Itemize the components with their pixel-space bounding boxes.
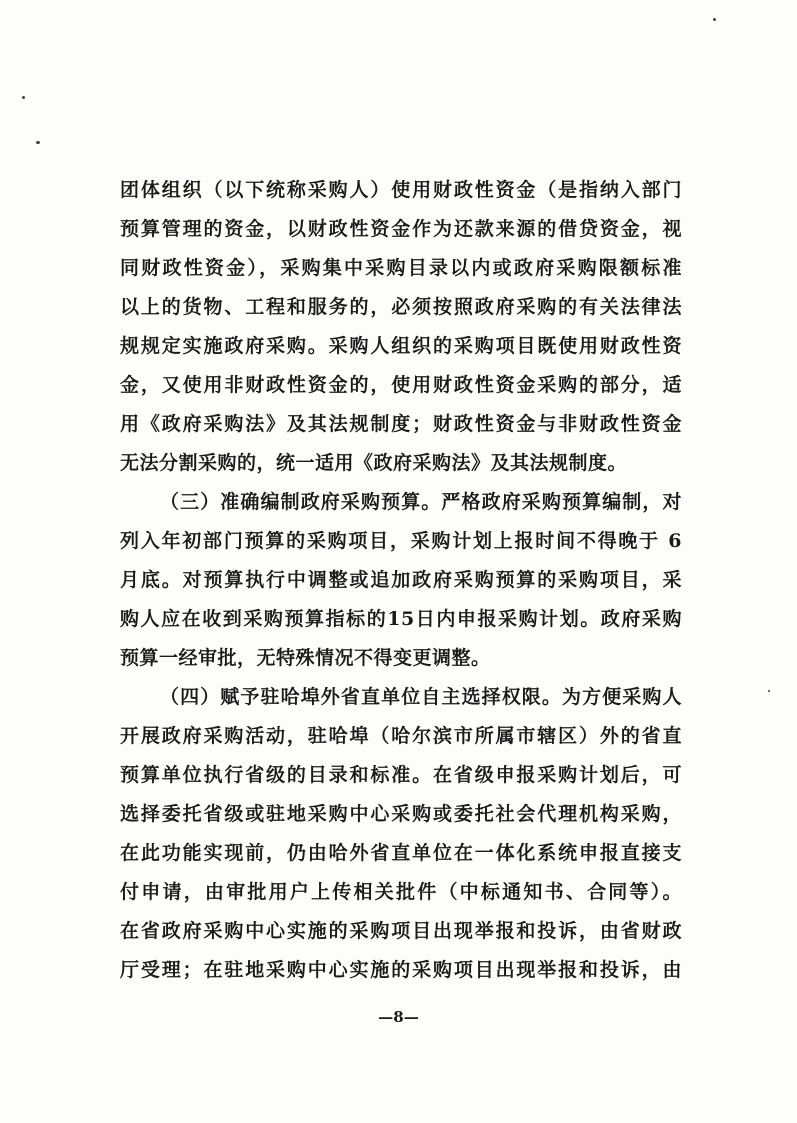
- body-text-line: 预算管理的资金，以财政性资金作为还款来源的借贷资金，视: [120, 218, 682, 240]
- scan-speck: [22, 96, 25, 99]
- scan-speck: [713, 18, 716, 21]
- body-text-line: 选择委托省级或驻地采购中心采购或委托社会代理机构采购，: [120, 803, 682, 825]
- body-text-line: 厅受理；在驻地采购中心实施的采购项目出现举报和投诉，由: [120, 959, 682, 981]
- body-text-line: 用《政府采购法》及其法规制度；财政性资金与非财政性资金: [120, 413, 682, 435]
- body-text-line: 在省政府采购中心实施的采购项目出现举报和投诉，由省财政: [120, 920, 682, 942]
- body-text-line: 无法分割采购的，统一适用《政府采购法》及其法规制度。: [120, 452, 628, 474]
- section-heading-line: （四）赋予驻哈埠外省直单位自主选择权限。为方便采购人: [160, 686, 682, 708]
- body-text-line: 规规定实施政府采购。采购人组织的采购项目既使用财政性资: [120, 335, 682, 357]
- body-text-line: 开展政府采购活动，驻哈埠（哈尔滨市所属市辖区）外的省直: [120, 725, 682, 747]
- body-text-line: 列入年初部门预算的采购项目，采购计划上报时间不得晚于 6: [120, 530, 682, 552]
- body-text-line: 以上的货物、工程和服务的，必须按照政府采购的有关法律法: [120, 296, 682, 318]
- body-text-line: 团体组织（以下统称采购人）使用财政性资金（是指纳入部门: [120, 179, 682, 201]
- body-text-line: 购人应在收到采购预算指标的15日内申报采购计划。政府采购: [120, 608, 682, 630]
- body-text-line: 月底。对预算执行中调整或追加政府采购预算的采购项目，采: [120, 569, 682, 591]
- scan-speck: [36, 141, 40, 144]
- section-heading-line: （三）准确编制政府采购预算。严格政府采购预算编制，对: [160, 491, 682, 513]
- page-number: —8—: [378, 1008, 419, 1026]
- body-text-line: 同财政性资金），采购集中采购目录以内或政府采购限额标准: [120, 257, 682, 279]
- body-text-line: 预算单位执行省级的目录和标准。在省级申报采购计划后，可: [120, 764, 682, 786]
- body-text-line: 金，又使用非财政性资金的，使用财政性资金采购的部分，适: [120, 374, 682, 396]
- scan-speck: [768, 690, 770, 692]
- body-text-line: 付申请，由审批用户上传相关批件（中标通知书、合同等）。: [120, 881, 682, 903]
- body-text-line: 在此功能实现前，仍由哈外省直单位在一体化系统申报直接支: [120, 842, 682, 864]
- body-text-line: 预算一经审批，无特殊情况不得变更调整。: [120, 647, 491, 669]
